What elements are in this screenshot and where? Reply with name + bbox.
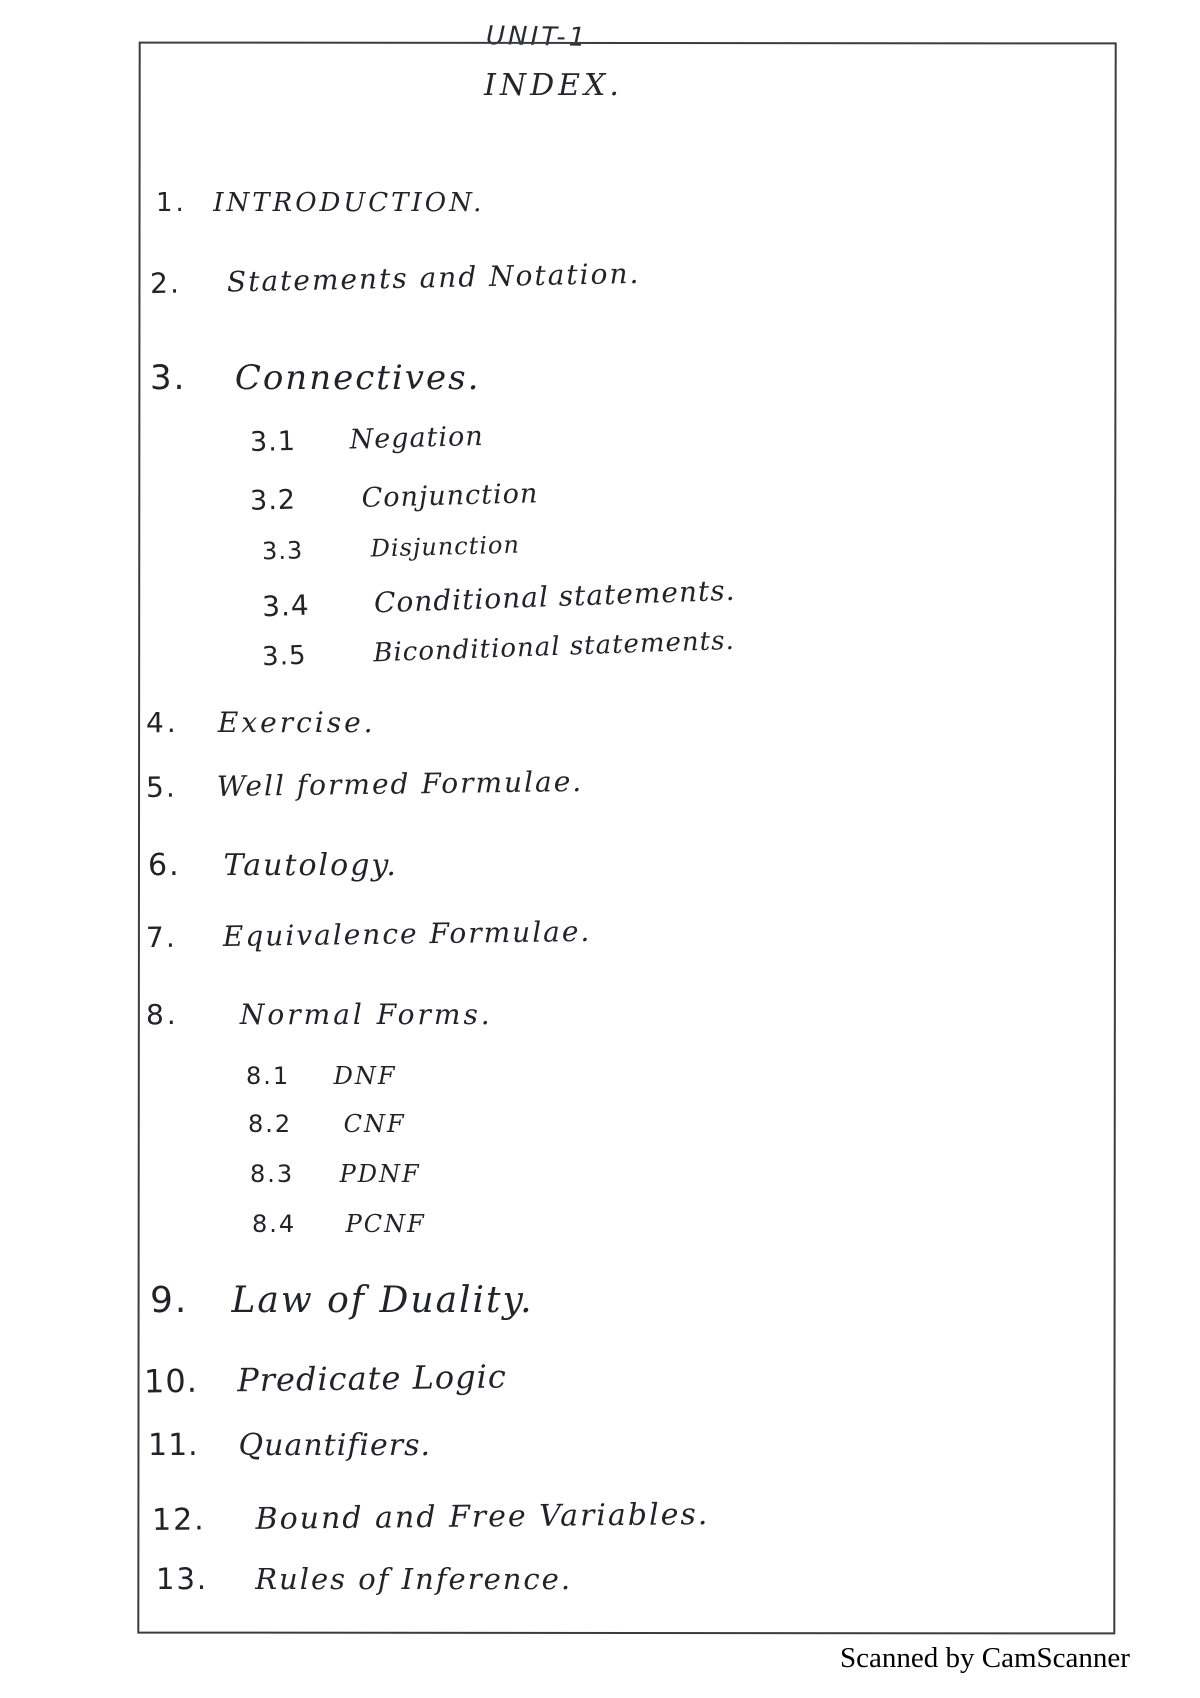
- toc-item-label: CNF: [343, 1110, 406, 1138]
- index-title: INDEX.: [484, 68, 623, 103]
- toc-sub-item: [248, 1110, 406, 1138]
- toc-item-number: 7.: [145, 920, 177, 955]
- toc-item: [148, 848, 398, 883]
- toc-item-label: INTRODUCTION.: [213, 188, 485, 218]
- toc-item-label: Law of Duality.: [231, 1280, 534, 1321]
- toc-sub-item: [246, 1062, 397, 1090]
- toc-item-number: 10.: [143, 1361, 199, 1401]
- toc-item-label: PCNF: [345, 1210, 426, 1238]
- toc-item-label: Disjunction: [370, 530, 521, 563]
- toc-item: [146, 706, 376, 739]
- toc-item-label: Normal Forms.: [239, 998, 493, 1031]
- toc-item-label: Tautology.: [223, 848, 398, 883]
- toc-item-number: 1.: [156, 188, 187, 218]
- toc-item-label: Conditional statements.: [373, 573, 736, 620]
- toc-item: [152, 1497, 710, 1538]
- toc-item-number: 6.: [148, 848, 181, 883]
- toc-item-label: Exercise.: [217, 706, 376, 739]
- toc-item-number: 13.: [156, 1562, 209, 1596]
- toc-item-label: Connectives.: [234, 358, 481, 398]
- toc-item-number: 8.3: [250, 1160, 295, 1188]
- toc-sub-item: [250, 1160, 421, 1188]
- toc-item-number: 3.5: [261, 640, 307, 673]
- toc-item-number: 8.1: [246, 1062, 291, 1090]
- toc-item-number: 3.4: [261, 588, 311, 624]
- toc-item-number: 3.2: [249, 484, 297, 517]
- toc-item-number: 11.: [148, 1428, 199, 1463]
- toc-item-number: 8.4: [252, 1210, 297, 1238]
- toc-item: [146, 915, 592, 954]
- toc-item-label: Quantifiers.: [238, 1428, 432, 1463]
- toc-item-number: 8.: [146, 998, 179, 1031]
- toc-item-label: Conjunction: [361, 478, 539, 514]
- toc-item-label: Biconditional statements.: [372, 625, 736, 669]
- toc-item-number: 5.: [145, 770, 177, 805]
- toc-item-number: 3.1: [249, 425, 297, 459]
- toc-item-number: 4.: [146, 706, 179, 739]
- toc-item-number: 2.: [149, 266, 182, 301]
- toc-item: [148, 1428, 431, 1463]
- toc-item-number: 8.2: [248, 1110, 293, 1138]
- toc-item-number: 3.3: [261, 536, 304, 566]
- toc-item: [146, 765, 584, 804]
- toc-item: [144, 1357, 507, 1400]
- toc-item: [150, 358, 480, 398]
- toc-item-label: Equivalence Formulae.: [222, 914, 592, 954]
- toc-item-label: Rules of Inference.: [255, 1562, 573, 1596]
- toc-sub-item: [252, 1210, 426, 1238]
- unit-heading: UNIT-1: [485, 21, 589, 53]
- toc-item-number: 12.: [151, 1502, 206, 1538]
- toc-item-label: Predicate Logic: [236, 1357, 508, 1400]
- toc-item: [150, 1280, 534, 1321]
- scanner-watermark: Scanned by CamScanner: [840, 1642, 1130, 1674]
- toc-item-label: Statements and Notation.: [226, 256, 641, 299]
- toc-item-label: DNF: [333, 1062, 397, 1090]
- toc-item: [156, 188, 484, 218]
- toc-item: [146, 998, 493, 1031]
- toc-item: [156, 1562, 572, 1596]
- toc-item-number: 9.: [150, 1280, 189, 1321]
- toc-sub-item: [250, 421, 484, 458]
- toc-item-label: PDNF: [339, 1160, 421, 1188]
- toc-item-label: Well formed Formulae.: [216, 764, 584, 804]
- toc-item-label: Negation: [349, 420, 485, 456]
- toc-item-number: 3.: [150, 358, 187, 398]
- toc-item-label: Bound and Free Variables.: [255, 1497, 710, 1537]
